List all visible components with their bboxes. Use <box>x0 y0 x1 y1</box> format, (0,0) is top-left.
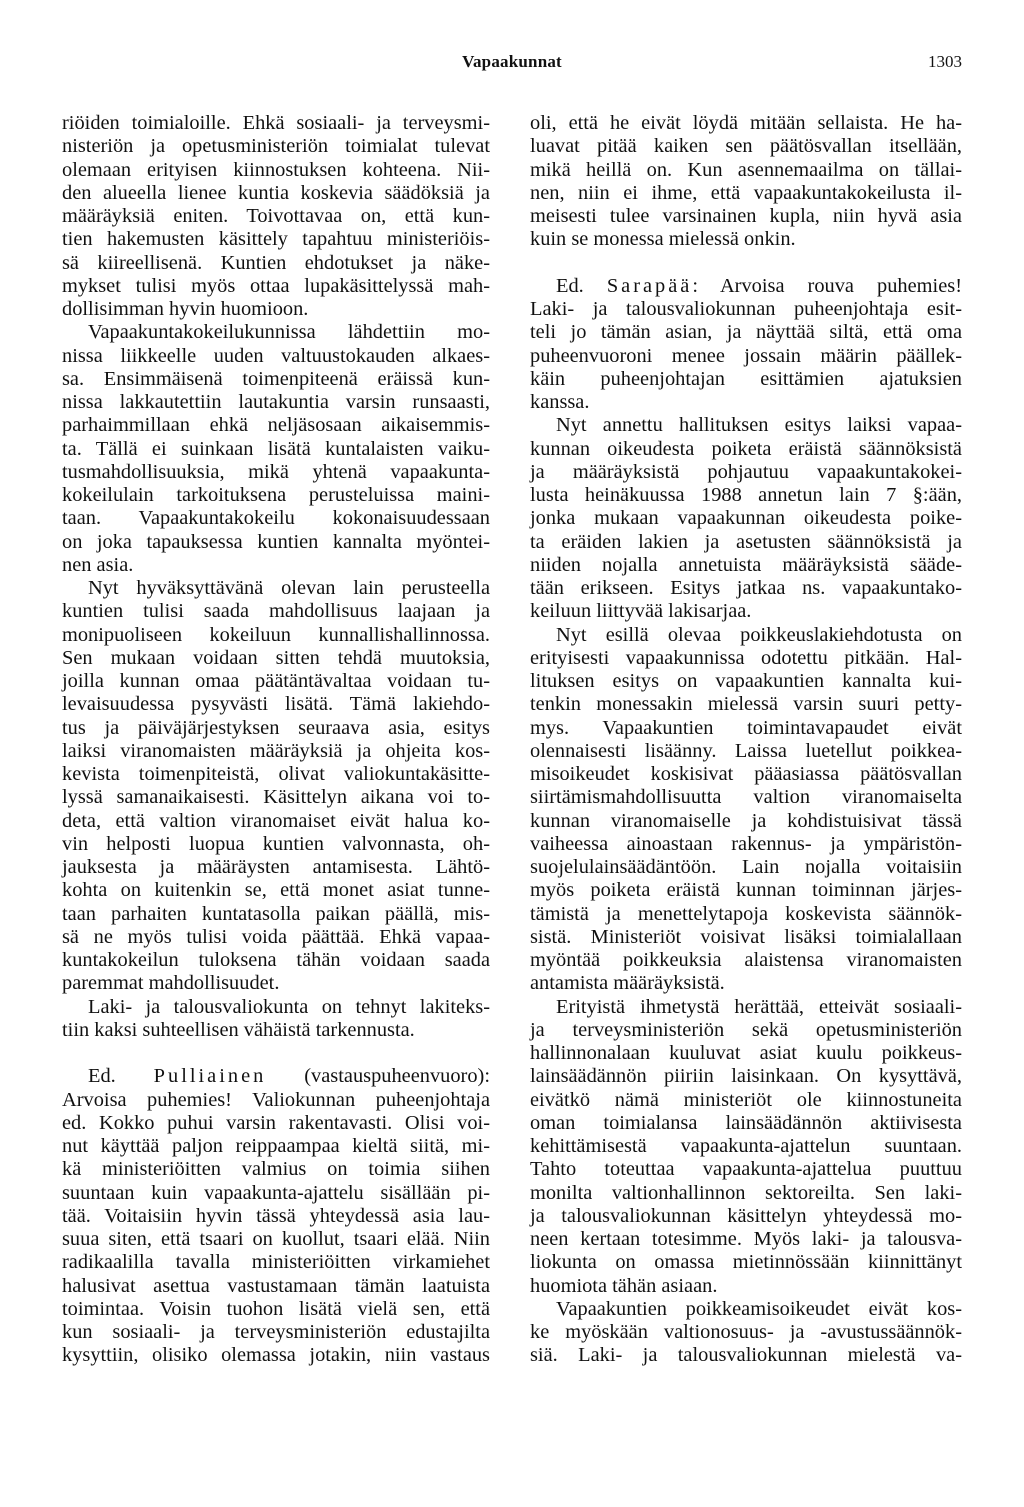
text-line: nissa liikkeelle uuden valtuustokauden alkaes- <box>62 344 490 367</box>
text-line: ta. Tällä ei suinkaan lisätä kuntalaisten vaiku- <box>62 437 490 460</box>
text-line: tus ja päiväjärjestyksen seuraava asia, esitys <box>62 716 490 739</box>
text-line: monilta valtionhallinnon sektoreilta. Sen laki- <box>530 1181 962 1204</box>
text-line: ke myöskään valtionosuus- ja -avustussäännök- <box>530 1321 962 1343</box>
text-line: määräyksiä eniten. Toivottavaa on, että kun- <box>62 205 490 227</box>
text-line: meisesti tulee varsinainen kupla, niin hyvä asia <box>530 205 962 227</box>
page-number: 1303 <box>928 52 962 71</box>
text-line: kokeilulain tarkoituksena perusteluissa maini- <box>62 484 490 506</box>
text-line: luavat pitää kaiken sen päätösvallan itsellään, <box>530 135 962 158</box>
text-line: kuin se monessa mielessä onkin. <box>530 228 796 251</box>
text-line: Laki- ja talousvaliokunta on tehnyt lakiteks- <box>88 995 490 1018</box>
text-line: sä ne myös tulisi voida päättää. Ehkä vapaa- <box>62 925 490 948</box>
speaker-prefix: Ed. <box>88 1065 154 1088</box>
text-line: ja talousvaliokunnan käsittelyn yhteydessä mo- <box>530 1204 962 1227</box>
text-line: den alueella lienee kuntia koskevia säädöksiä ja <box>62 181 490 204</box>
text-line: tämistä ja menettelytapoja koskevista säännök- <box>530 902 962 925</box>
speaker-line <box>62 1065 490 1088</box>
text-line: liokunta on omassa mietinnössään kiinnittänyt <box>530 1251 962 1274</box>
text-line: ed. Kokko puhui varsin rakentavasti. Olisi voi- <box>62 1111 490 1134</box>
text-line: toimintaa. Voisin tuohon lisätä vielä sen, että <box>62 1297 490 1320</box>
text-line: vaiheessa ainoastaan rakennus- ja ympäristön- <box>530 832 962 855</box>
text-line: oli, että he eivät löydä mitään sellaista. He ha- <box>530 112 962 134</box>
text-line: Nyt hyväksyttävänä olevan lain perusteella <box>88 577 490 599</box>
text-line: kunnan viranomaiselle ja kohdistuisivat tässä <box>530 809 962 832</box>
text-line: nen asia. <box>62 553 134 576</box>
text-line: nut käyttää paljon reippaampaa kieltä siitä, mi- <box>62 1135 490 1157</box>
text-line: tää. Voitaisiin hyvin tässä yhteydessä asia lau- <box>62 1204 490 1227</box>
text-line: vin helposti luopua kuntien valvonnasta, oh- <box>62 832 490 855</box>
text-line: tien hakemusten käsittely tapahtuu ministeriöis- <box>62 228 490 251</box>
text-line: taan. Vapaakuntakokeilu kokonaisuudessaan <box>62 507 490 530</box>
text-line: joilla kunnan omaa päätäntävaltaa voidaan tu- <box>62 670 490 692</box>
text-line: lituksen esitys on vapaakuntien kannalta kui- <box>530 670 962 692</box>
text-line: kevista toimenpiteistä, olivat valiokuntakäsitte- <box>62 763 490 785</box>
text-line: erityisesti vapaakunnissa odotettu pitkään. Hal- <box>530 646 962 669</box>
text-line: tiin kaksi suhteellisen vähäistä tarkennusta. <box>62 1018 415 1041</box>
text-line: mykset tulisi myös ottaa lupakäsittelyssä mah- <box>62 274 490 297</box>
text-line: levaisuudessa pysyvästi lisätä. Tämä lakiehdo- <box>62 693 490 716</box>
text-line: kun sosiaali- ja terveysministeriön edustajilta <box>62 1321 490 1343</box>
text-line: parhaimmillaan ehkä neljäsosaan aikaisemmis- <box>62 414 490 437</box>
text-line: sistä. Ministeriöt voisivat lisäksi toimialallaan <box>530 925 962 948</box>
text-line: deta, että valtion viranomaiset eivät halua ko- <box>62 809 490 832</box>
text-line: hallinnonalaan kuuluvat asiat kuulu poikkeus- <box>530 1042 962 1064</box>
text-line: nisteriön ja opetusministeriön toimialat tulevat <box>62 135 490 158</box>
text-line: eivätkö nämä ministeriöt ole kiinnostuneita <box>530 1088 962 1111</box>
text-line: taan parhaiten kuntatasolla paikan päällä, mis- <box>62 902 490 925</box>
paragraph-gap <box>62 1042 490 1065</box>
text-line: kuntien tulisi saada mahdollisuus laajaan ja <box>62 600 490 623</box>
text-line: tenkin monessakin mielessä varsin suuri petty- <box>530 693 962 716</box>
speaker-line <box>530 275 962 298</box>
left-text-column <box>62 112 490 1368</box>
text-line: paremmat mahdollisuudet. <box>62 972 280 995</box>
text-line: Nyt annettu hallituksen esitys laiksi vapaa- <box>556 414 962 437</box>
text-line: olemaan erityisen kiinnostuksen kohteena. Nii- <box>62 158 490 181</box>
speaker-line-text: : Arvoisa rouva puhemies! <box>692 274 962 297</box>
text-line: kysyttiin, olisiko olemassa jotakin, niin vastaus <box>62 1344 490 1367</box>
text-line: myöntää poikkeuksia alaistensa viranomaisten <box>530 949 962 971</box>
right-text-column <box>530 112 962 1368</box>
text-line: nen, niin ei ihme, että vapaakuntakokeilusta il- <box>530 181 962 204</box>
text-line: olennaisesti lisäänny. Laissa luetellut poikkea- <box>530 739 962 762</box>
text-line: kehittämisestä vapaakunta-ajattelun suuntaan. <box>530 1135 962 1157</box>
speaker-line-text: (vastauspuheenvuoro): <box>266 1065 490 1088</box>
text-line: lyssä samanaikaisesti. Käsittelyn aikana voi to- <box>62 786 490 809</box>
text-line: oman toimialansa lainsäädännön aktiivisesta <box>530 1111 962 1134</box>
text-line: ja määräyksistä pohjautuu vapaakuntakokei- <box>530 460 962 483</box>
text-line: kuntakokeilun tuloksena tähän voidaan saada <box>62 949 490 971</box>
text-line: sa. Ensimmäisenä toimenpiteenä eräissä kun- <box>62 367 490 390</box>
text-line: niiden nojalla annetuista määräyksistä sääde- <box>530 553 962 576</box>
speaker-name: Pulliainen <box>153 1065 267 1088</box>
text-line: halusivat asettua vastustamaan tämän laatuista <box>62 1274 490 1297</box>
text-line: huomiota tähän asiaan. <box>530 1274 718 1297</box>
text-line: tusmahdollisuuksia, mikä yhtenä vapaakunta- <box>62 460 490 483</box>
text-line: Vapaakuntien poikkeamisoikeudet eivät kos- <box>556 1297 962 1320</box>
text-line: jonka mukaan vapaakunnan oikeudesta poike- <box>530 507 962 530</box>
speaker-name: Sarapää <box>606 274 693 297</box>
text-line: Arvoisa puhemies! Valiokunnan puheenjohtaja <box>62 1088 490 1111</box>
text-line: ja terveysministeriön sekä opetusministeriön <box>530 1018 962 1041</box>
text-line: kä ministeriöitten valmius on toimia siihen <box>62 1158 490 1181</box>
text-line: Sen mukaan voidaan sitten tehdä muutoksia, <box>62 646 490 669</box>
text-line: suuntaan kuin vapaakunta-ajattelu sisällään pi- <box>62 1181 490 1204</box>
text-line: kunnan oikeudesta poiketa eräistä säännöksistä <box>530 437 962 460</box>
text-line: on joka tapauksessa kuntien kannalta myöntei- <box>62 530 490 553</box>
text-line: Vapaakuntakokeilukunnissa lähdettiin mo- <box>88 321 490 344</box>
speaker-prefix: Ed. <box>556 274 607 297</box>
text-line: laiksi viranomaisten määräyksiä ja ohjeita kos- <box>62 739 490 762</box>
text-line: suojelulainsäädäntöön. Lain nojalla voitaisiin <box>530 856 962 878</box>
text-line: ta eräiden lakien ja asetusten säännöksistä ja <box>530 530 962 553</box>
text-line: radikaalilla tavalla ministeriöitten virkamiehet <box>62 1251 490 1274</box>
text-line: siä. Laki- ja talousvaliokunnan mielestä va- <box>530 1344 962 1367</box>
text-line: teli jo tämän asian, ja näyttää siltä, että oma <box>530 321 962 344</box>
text-line: lusta heinäkuussa 1988 annetun lain 7 §:ään, <box>530 484 962 506</box>
text-line: jauksesta ja määräysten antamisesta. Lähtö- <box>62 856 490 878</box>
text-line: suua siten, että tsaari on kuollut, tsaari elää. Niin <box>62 1228 490 1250</box>
text-line: mikä heillä on. Kun asennemaailma on tällai- <box>530 158 962 181</box>
text-line: kohta on kuitenkin se, että monet asiat tunne- <box>62 879 490 902</box>
text-line: nissa lakkautettiin lautakuntia varsin runsaasti, <box>62 391 490 413</box>
text-line: Laki- ja talousvaliokunnan puheenjohtaja esit- <box>530 298 962 320</box>
paragraph-gap <box>530 252 962 275</box>
text-line: myös poiketa eräistä kunnan toiminnan järjes- <box>530 879 962 902</box>
text-line: kanssa. <box>530 391 590 413</box>
text-line: keiluun liittyvää lakisarjaa. <box>530 600 752 623</box>
text-line: dollisimman hyvin huomioon. <box>62 298 309 320</box>
text-line: misoikeudet koskisivat pääasiassa päätösvallan <box>530 763 962 785</box>
text-line: Erityistä ihmetystä herättää, etteivät sosiaali- <box>556 995 962 1018</box>
running-header <box>62 52 962 76</box>
text-line: neen kertaan totesimme. Myös laki- ja talousva- <box>530 1228 962 1250</box>
text-line: mys. Vapaakuntien toimintavapaudet eivät <box>530 716 962 739</box>
text-line: Tahto toteuttaa vapaakunta-ajattelua puuttuu <box>530 1158 962 1181</box>
text-line: Nyt esillä olevaa poikkeuslakiehdotusta on <box>556 623 962 646</box>
text-line: lainsäädännön piiriin laisinkaan. On kysyttävä, <box>530 1065 962 1088</box>
text-line: monipuoliseen kokeiluun kunnallishallinnossa. <box>62 623 490 646</box>
text-line: käin puheenjohtajan esittämien ajatuksien <box>530 367 962 390</box>
text-line: riöiden toimialoille. Ehkä sosiaali- ja terveysmi- <box>62 112 490 134</box>
running-title: Vapaakunnat <box>462 52 562 71</box>
text-line: puheenvuoroni menee jossain määrin päällek- <box>530 344 962 367</box>
text-line: siirtämismahdollisuutta valtion viranomaiselta <box>530 786 962 809</box>
text-line: tään erikseen. Esitys jatkaa ns. vapaakuntako- <box>530 577 962 599</box>
text-line: sä kiireellisenä. Kuntien ehdotukset ja näke- <box>62 251 490 274</box>
text-line: antamista määräyksistä. <box>530 972 725 995</box>
